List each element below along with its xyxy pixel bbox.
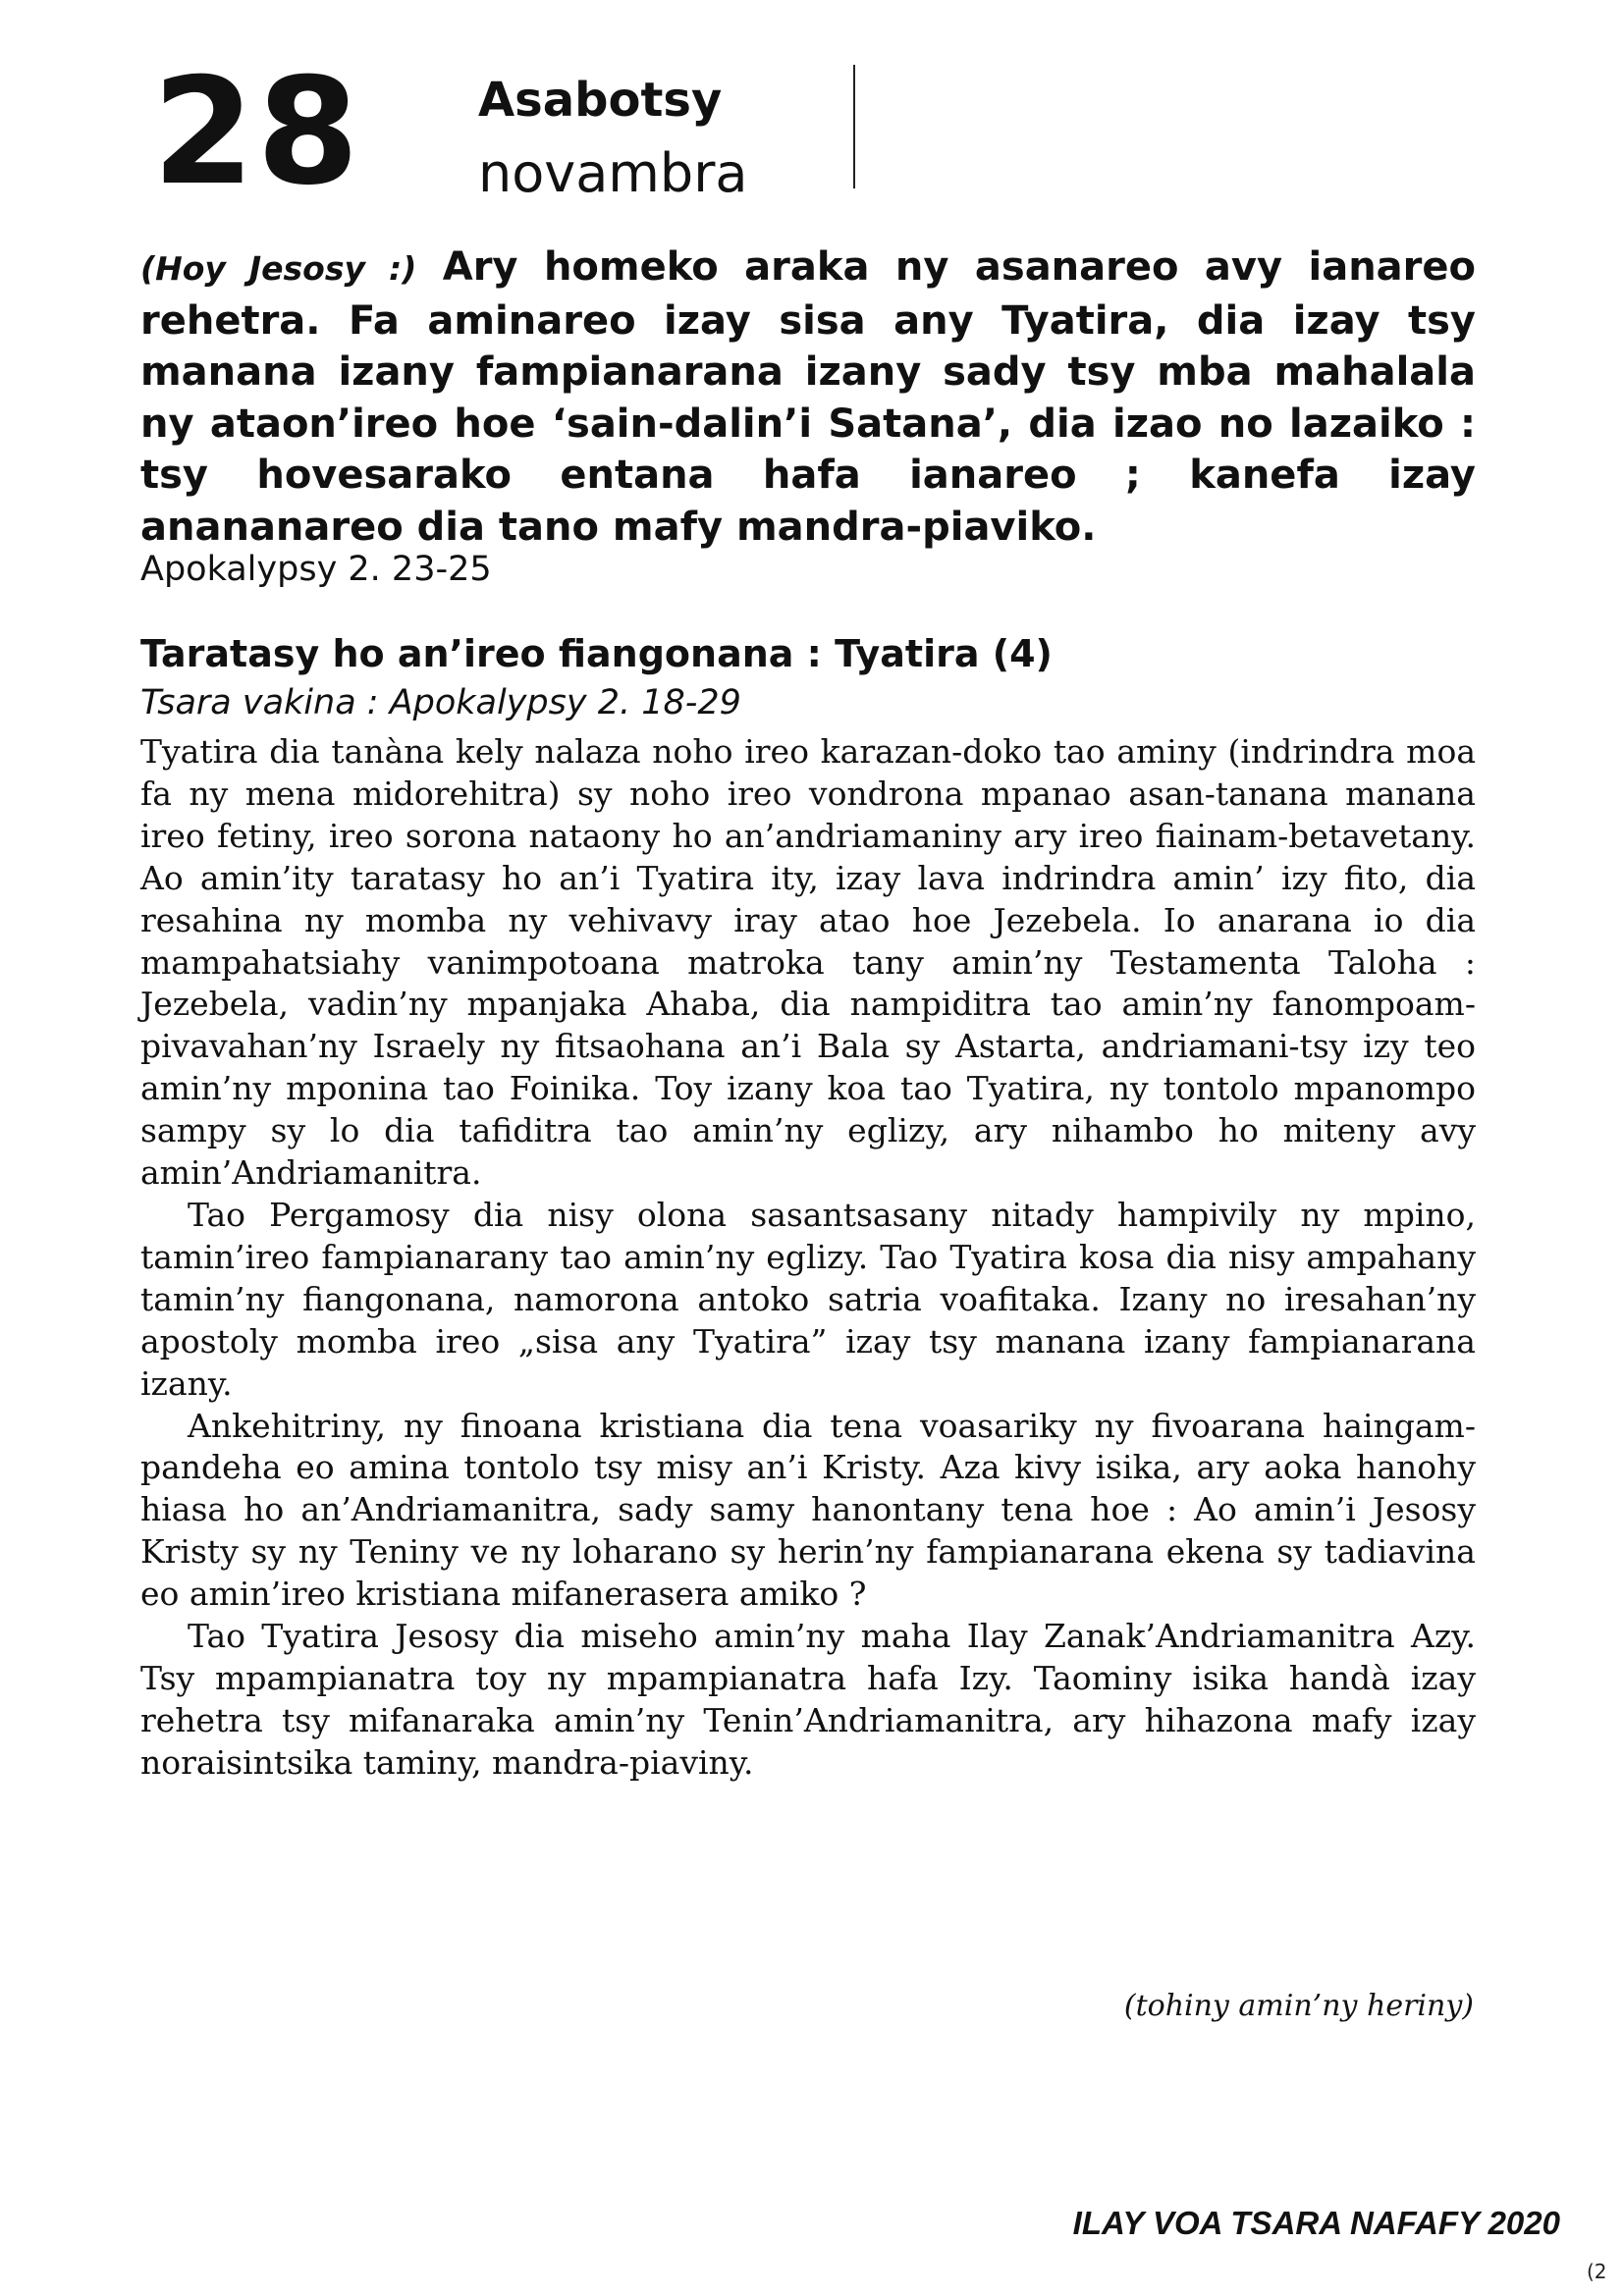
article-paragraph: Tao Tyatira Jesosy dia miseho amin’ny maha Ilay Zanak’Andriamanitra Azy. Tsy mpampianatra toy ny mpampianatra hafa Izy. Taominy isika handà izay rehetra tsy mifanaraka amin’ny Tenin’Andriamanitra, ary hihazona mafy izay noraisintsika taminy, mandra-piaviny. (140, 1617, 1476, 1782)
continued-note: (tohiny amin’ny heriny) (1123, 1989, 1474, 2023)
publication-footer: ILAY VOA TSARA NAFAFY 2020 (1072, 2205, 1560, 2241)
verse-speaker: (Hoy Jesosy :) (140, 249, 417, 288)
verse-reference: Apokalypsy 2. 23-25 (140, 550, 492, 589)
article-paragraph: Tyatira dia tanàna kely nalaza noho ireo karazan-doko tao aminy (indrindra moa fa ny mena midorehitra) sy noho ireo vondrona mpanao asan-tanana manana ireo fetiny, ireo sorona nataony ho an’andriamaniny ary ireo fiainam-betavetany. Ao amin’ity taratasy ho an’i Tyatira ity, izay lava indrindra amin’ izy fito, dia resahina ny momba ny vehivavy iray atao hoe Jezebela. Io anarana io dia mampahatsiahy vanimpotoana matroka tany amin’ny Testamenta Taloha : Jezebela, vadin’ny mpanjaka Ahaba, dia nampiditra tao amin’ny fanompoam-pivavahan’ny Israely ny fitsaohana an’i Bala sy Astarta, andriamani-tsy izy teo amin’ny mponina tao Foinika. Toy izany koa tao Tyatira, ny tontolo mpanompo sampy sy lo dia tafiditra tao amin’ny eglizy, ary nihambo ho miteny avy amin’Andriamanitra. (140, 732, 1476, 1193)
day-number: 28 (152, 47, 361, 218)
month: novambra (478, 142, 748, 204)
daily-verse (140, 241, 1476, 553)
article-paragraph: Tao Pergamosy dia nisy olona sasantsasany nitady hampivily ny mpino, tamin’ireo fampianarany tao amin’ny eglizy. Tao Tyatira kosa dia nisy ampahany tamin’ny fiangonana, namorona antoko satria voafitaka. Izany no iresahan’ny apostoly momba ireo „sisa any Tyatira” izay tsy manana izany fampianarana izany. (140, 1195, 1476, 1403)
page-mark: (2 (1587, 2260, 1607, 2283)
article-title: Taratasy ho an’ireo fiangonana : Tyatira (4) (140, 632, 1053, 675)
article-paragraph: Ankehitriny, ny finoana kristiana dia tena voasariky ny fivoarana haingam-pandeha eo amina tontolo tsy misy an’i Kristy. Aza kivy isika, ary aoka hanohy hiasa ho an’Andriamanitra, sady samy hanontany tena hoe : Ao amin’i Jesosy Kristy sy ny Teniny ve ny loharano sy herin’ny fampianarana ekena sy tadiavina eo amin’ireo kristiana mifanerasera amiko ? (140, 1406, 1476, 1614)
article-body (140, 731, 1476, 1785)
weekday: Asabotsy (478, 73, 723, 128)
reading-reference: Tsara vakina : Apokalypsy 2. 18-29 (140, 683, 741, 722)
verse-text: Ary homeko araka ny asanareo avy ianareo rehetra. Fa aminareo izay sisa any Tyatira, dia izay tsy manana izany fampianarana izany sady tsy mba mahalala ny ataon’ireo hoe ‘sain-dalin’i Satana’, dia izao no lazaiko : tsy hovesarako entana hafa ianareo ; kanefa izay anananareo dia tano mafy mandra-piaviko. (140, 244, 1477, 550)
header-divider (853, 65, 855, 188)
